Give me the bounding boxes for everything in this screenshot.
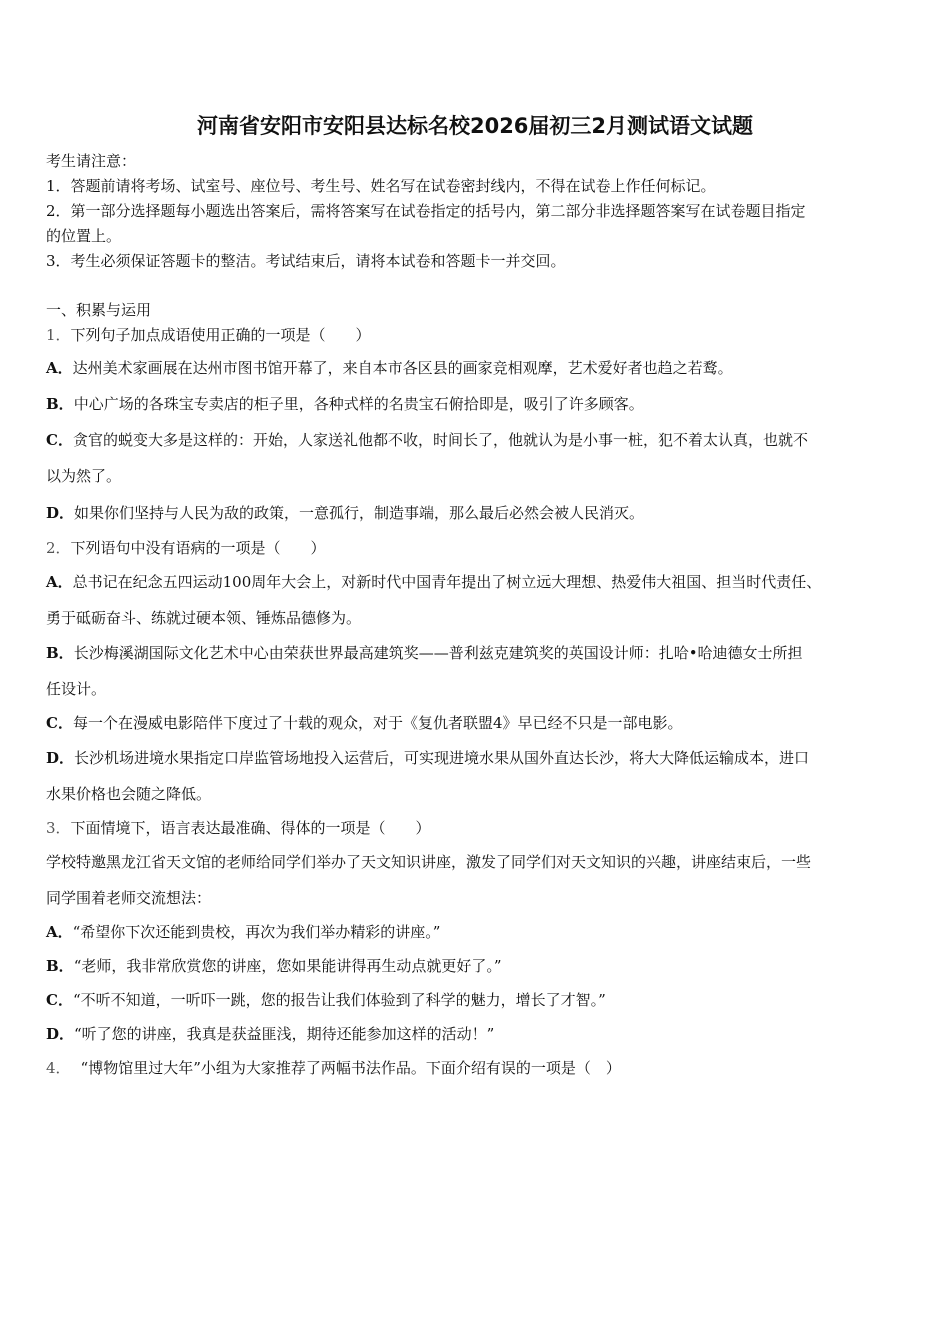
option-b [46,956,908,976]
option-continuation: 以为然了。 [46,467,122,485]
option-continuation: 水果价格也会随之降低。 [46,785,212,803]
option-continuation: 勇于砥砺奋斗、练就过硬本领、锤炼品德修为。 [46,609,362,627]
question-stem: 下列句子加点成语使用正确的一项是（ ） [70,326,371,344]
option-label: D． [46,1025,75,1043]
notice-item: 2．第一部分选择题每小题选出答案后，需将答案写在试卷指定的括号内，第二部分非选择题答案写在试卷题目指定 [46,202,806,220]
notice-item: 的位置上。 [46,227,122,245]
option-a [46,358,908,378]
question-context: 学校特邀黑龙江省天文馆的老师给同学们举办了天文知识讲座，激发了同学们对天文知识的兴趣，讲座结束后，一些 [46,853,812,871]
option-text: 如果你们坚持与人民为敌的政策，一意孤行，制造事端，那么最后必然会被人民消灭。 [74,504,645,522]
option-label: B． [46,644,74,662]
option-d [46,1024,908,1044]
option-label: A． [46,359,73,377]
option-text: “听了您的讲座，我真是获益匪浅，期待还能参加这样的活动！” [74,1025,495,1043]
option-text: 长沙机场进境水果指定口岸监管场地投入运营后，可实现进境水果从国外直达长沙，将大大降低运输成本，进口 [74,749,810,767]
notice-item: 3．考生必须保证答题卡的整洁。考试结束后，请将本试卷和答题卡一并交回。 [46,252,566,270]
option-continuation: 任设计。 [46,680,107,698]
question-1 [46,325,908,345]
option-text: “老师，我非常欣赏您的讲座，您如果能讲得再生动点就更好了。” [73,957,502,975]
option-text: 总书记在纪念五四运动100周年大会上，对新时代中国青年提出了树立远大理想、热爱伟大祖国、担当时代责任、 [72,573,822,591]
question-number: 2． [46,539,71,557]
option-label: D． [46,504,75,522]
option-d [46,503,908,523]
option-c [46,713,908,733]
option-text: 贪官的蜕变大多是这样的：开始，人家送礼他都不收，时间长了，他就认为是小事一桩，犯不着太认真，也就不 [72,431,808,449]
option-b [46,394,908,414]
question-stem: 下列语句中没有语病的一项是（ ） [70,539,326,557]
question-number: 1． [46,326,71,344]
option-label: B． [46,957,74,975]
section-heading: 一、积累与运用 [46,301,152,319]
option-c [46,990,908,1010]
option-text: “希望你下次还能到贵校，再次为我们举办精彩的讲座。” [72,923,441,941]
question-stem: “博物馆里过大年”小组为大家推荐了两幅书法作品。下面介绍有误的一项是（ ） [80,1059,621,1077]
option-label: B． [46,395,74,413]
question-number: 3． [46,819,71,837]
option-label: A． [46,573,73,591]
question-3 [46,818,908,838]
option-b [46,643,908,663]
question-context: 同学围着老师交流想法： [46,889,212,907]
option-c [46,430,908,450]
page-title: 河南省安阳市安阳县达标名校2026届初三2月测试语文试题 [196,114,754,138]
option-a [46,922,908,942]
notice-heading: 考生请注意： [46,152,137,170]
question-2 [46,538,908,558]
option-d [46,748,908,768]
option-label: D． [46,749,75,767]
option-text: 中心广场的各珠宝专卖店的柜子里，各种式样的名贵宝石俯拾即是，吸引了许多顾客。 [73,395,644,413]
option-label: C． [46,431,73,449]
option-label: C． [46,714,73,732]
notice-item: 1．答题前请将考场、试室号、座位号、考生号、姓名写在试卷密封线内，不得在试卷上作任何标记。 [46,177,716,195]
option-a [46,572,908,592]
option-text: 长沙梅溪湖国际文化艺术中心由荣获世界最高建筑奖——普利兹克建筑奖的英国设计师：扎哈•哈迪德女士所担 [73,644,803,662]
question-stem: 下面情境下，语言表达最准确、得体的一项是（ ） [70,819,431,837]
option-text: “不听不知道，一听吓一跳，您的报告让我们体验到了科学的魅力，增长了才智。” [72,991,606,1009]
option-label: A． [46,923,73,941]
question-number: 4． [46,1059,71,1077]
question-4 [46,1058,908,1078]
option-label: C． [46,991,73,1009]
option-text: 达州美术家画展在达州市图书馆开幕了，来自本市各区县的画家竞相观摩，艺术爱好者也趋之若鹜。 [72,359,733,377]
option-text: 每一个在漫威电影陪伴下度过了十载的观众，对于《复仇者联盟4》早已经不只是一部电影。 [72,714,683,732]
